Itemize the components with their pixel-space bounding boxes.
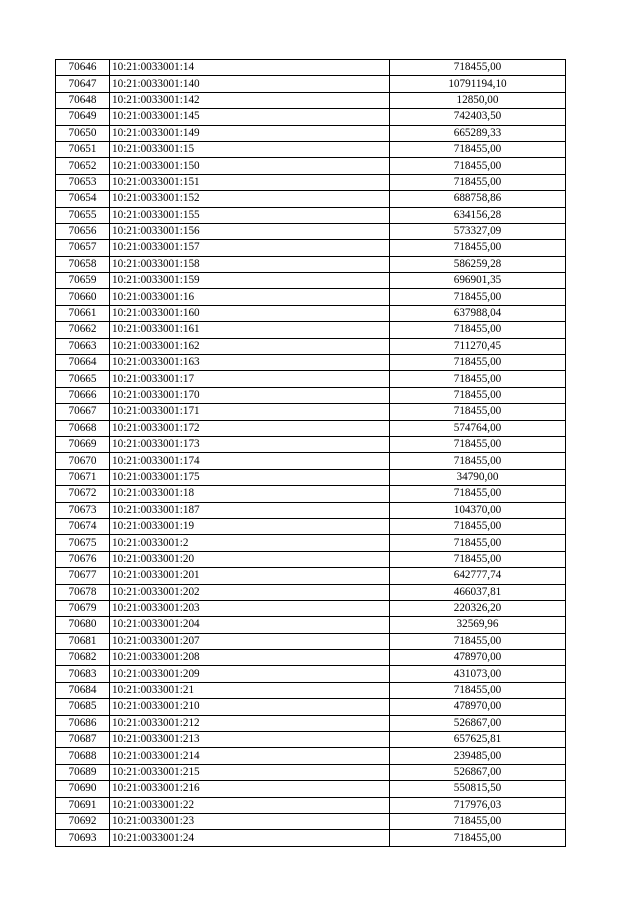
cadastral-number-cell: 10:21:0033001:151: [110, 174, 390, 190]
row-number-cell: 70665: [56, 371, 110, 387]
cadastral-number-cell: 10:21:0033001:140: [110, 76, 390, 92]
row-number-cell: 70652: [56, 158, 110, 174]
cadastral-value-cell: 742403,50: [390, 109, 566, 125]
table-row: [56, 813, 566, 829]
cadastral-number-cell: 10:21:0033001:14: [110, 60, 390, 76]
row-number-cell: 70673: [56, 502, 110, 518]
table-row: [56, 420, 566, 436]
row-number-cell: 70689: [56, 764, 110, 780]
cadastral-value-cell: 718455,00: [390, 682, 566, 698]
cadastral-value-cell: 718455,00: [390, 633, 566, 649]
cadastral-value-cell: 573327,09: [390, 223, 566, 239]
table-row: [56, 436, 566, 452]
table-body: [56, 60, 566, 847]
cadastral-number-cell: 10:21:0033001:171: [110, 404, 390, 420]
cadastral-value-cell: 550815,50: [390, 781, 566, 797]
document-page: [55, 59, 566, 847]
cadastral-value-cell: 717976,03: [390, 797, 566, 813]
cadastral-number-cell: 10:21:0033001:215: [110, 764, 390, 780]
row-number-cell: 70691: [56, 797, 110, 813]
table-row: [56, 666, 566, 682]
row-number-cell: 70666: [56, 387, 110, 403]
cadastral-value-cell: 718455,00: [390, 486, 566, 502]
cadastral-number-cell: 10:21:0033001:149: [110, 125, 390, 141]
table-row: [56, 256, 566, 272]
cadastral-number-cell: 10:21:0033001:208: [110, 650, 390, 666]
cadastral-value-cell: 718455,00: [390, 436, 566, 452]
cadastral-value-cell: 574764,00: [390, 420, 566, 436]
table-row: [56, 682, 566, 698]
cadastral-value-cell: 718455,00: [390, 289, 566, 305]
row-number-cell: 70670: [56, 453, 110, 469]
table-row: [56, 207, 566, 223]
row-number-cell: 70648: [56, 92, 110, 108]
cadastral-value-cell: 718455,00: [390, 551, 566, 567]
row-number-cell: 70686: [56, 715, 110, 731]
row-number-cell: 70684: [56, 682, 110, 698]
cadastral-number-cell: 10:21:0033001:162: [110, 338, 390, 354]
cadastral-number-cell: 10:21:0033001:201: [110, 568, 390, 584]
row-number-cell: 70680: [56, 617, 110, 633]
table-row: [56, 568, 566, 584]
cadastral-value-cell: 634156,28: [390, 207, 566, 223]
row-number-cell: 70681: [56, 633, 110, 649]
cadastral-number-cell: 10:21:0033001:213: [110, 732, 390, 748]
cadastral-number-cell: 10:21:0033001:160: [110, 305, 390, 321]
cadastral-number-cell: 10:21:0033001:172: [110, 420, 390, 436]
table-row: [56, 715, 566, 731]
cadastral-value-cell: 718455,00: [390, 240, 566, 256]
cadastral-value-cell: 718455,00: [390, 322, 566, 338]
cadastral-value-cell: 657625,81: [390, 732, 566, 748]
cadastral-value-cell: 718455,00: [390, 174, 566, 190]
table-row: [56, 338, 566, 354]
cadastral-value-cell: 10791194,10: [390, 76, 566, 92]
row-number-cell: 70668: [56, 420, 110, 436]
cadastral-number-cell: 10:21:0033001:209: [110, 666, 390, 682]
cadastral-number-cell: 10:21:0033001:210: [110, 699, 390, 715]
cadastral-number-cell: 10:21:0033001:159: [110, 273, 390, 289]
table-row: [56, 289, 566, 305]
row-number-cell: 70678: [56, 584, 110, 600]
cadastral-number-cell: 10:21:0033001:21: [110, 682, 390, 698]
table-row: [56, 650, 566, 666]
table-row: [56, 305, 566, 321]
cadastral-value-cell: 665289,33: [390, 125, 566, 141]
row-number-cell: 70667: [56, 404, 110, 420]
table-row: [56, 600, 566, 616]
cadastral-value-cell: 586259,28: [390, 256, 566, 272]
cadastral-number-cell: 10:21:0033001:174: [110, 453, 390, 469]
table-row: [56, 92, 566, 108]
row-number-cell: 70669: [56, 436, 110, 452]
cadastral-value-cell: 478970,00: [390, 650, 566, 666]
cadastral-value-cell: 711270,45: [390, 338, 566, 354]
cadastral-value-cell: 32569,96: [390, 617, 566, 633]
cadastral-value-cell: 478970,00: [390, 699, 566, 715]
table-row: [56, 584, 566, 600]
table-row: [56, 404, 566, 420]
table-row: [56, 502, 566, 518]
table-row: [56, 486, 566, 502]
cadastral-number-cell: 10:21:0033001:175: [110, 469, 390, 485]
row-number-cell: 70656: [56, 223, 110, 239]
table-row: [56, 273, 566, 289]
cadastral-value-cell: 12850,00: [390, 92, 566, 108]
cadastral-number-cell: 10:21:0033001:22: [110, 797, 390, 813]
row-number-cell: 70690: [56, 781, 110, 797]
cadastral-value-cell: 718455,00: [390, 453, 566, 469]
cadastral-value-cell: 718455,00: [390, 387, 566, 403]
table-row: [56, 60, 566, 76]
cadastral-value-cell: 718455,00: [390, 371, 566, 387]
row-number-cell: 70657: [56, 240, 110, 256]
table-row: [56, 453, 566, 469]
row-number-cell: 70654: [56, 191, 110, 207]
cadastral-value-cell: 696901,35: [390, 273, 566, 289]
row-number-cell: 70683: [56, 666, 110, 682]
cadastral-value-cell: 718455,00: [390, 535, 566, 551]
table-row: [56, 76, 566, 92]
cadastral-number-cell: 10:21:0033001:157: [110, 240, 390, 256]
table-row: [56, 518, 566, 534]
row-number-cell: 70677: [56, 568, 110, 584]
cadastral-number-cell: 10:21:0033001:16: [110, 289, 390, 305]
cadastral-number-cell: 10:21:0033001:163: [110, 355, 390, 371]
cadastral-value-cell: 637988,04: [390, 305, 566, 321]
cadastral-value-cell: 688758,86: [390, 191, 566, 207]
table-row: [56, 781, 566, 797]
cadastral-value-cell: 718455,00: [390, 830, 566, 846]
row-number-cell: 70687: [56, 732, 110, 748]
table-row: [56, 830, 566, 846]
cadastral-value-cell: 718455,00: [390, 813, 566, 829]
row-number-cell: 70650: [56, 125, 110, 141]
table-row: [56, 551, 566, 567]
cadastral-value-cell: 718455,00: [390, 60, 566, 76]
cadastral-number-cell: 10:21:0033001:150: [110, 158, 390, 174]
table-row: [56, 748, 566, 764]
cadastral-number-cell: 10:21:0033001:155: [110, 207, 390, 223]
cadastral-value-cell: 104370,00: [390, 502, 566, 518]
cadastral-number-cell: 10:21:0033001:173: [110, 436, 390, 452]
row-number-cell: 70647: [56, 76, 110, 92]
cadastral-value-cell: 718455,00: [390, 404, 566, 420]
cadastral-number-cell: 10:21:0033001:202: [110, 584, 390, 600]
cadastral-value-table: [55, 59, 566, 847]
row-number-cell: 70692: [56, 813, 110, 829]
table-row: [56, 158, 566, 174]
table-row: [56, 191, 566, 207]
row-number-cell: 70676: [56, 551, 110, 567]
table-row: [56, 732, 566, 748]
table-row: [56, 617, 566, 633]
table-row: [56, 223, 566, 239]
cadastral-number-cell: 10:21:0033001:156: [110, 223, 390, 239]
row-number-cell: 70662: [56, 322, 110, 338]
cadastral-value-cell: 239485,00: [390, 748, 566, 764]
cadastral-value-cell: 718455,00: [390, 355, 566, 371]
table-row: [56, 535, 566, 551]
row-number-cell: 70674: [56, 518, 110, 534]
cadastral-value-cell: 34790,00: [390, 469, 566, 485]
row-number-cell: 70685: [56, 699, 110, 715]
cadastral-value-cell: 642777,74: [390, 568, 566, 584]
row-number-cell: 70688: [56, 748, 110, 764]
row-number-cell: 70649: [56, 109, 110, 125]
table-row: [56, 764, 566, 780]
table-row: [56, 371, 566, 387]
cadastral-number-cell: 10:21:0033001:204: [110, 617, 390, 633]
cadastral-number-cell: 10:21:0033001:17: [110, 371, 390, 387]
cadastral-number-cell: 10:21:0033001:2: [110, 535, 390, 551]
cadastral-number-cell: 10:21:0033001:158: [110, 256, 390, 272]
row-number-cell: 70661: [56, 305, 110, 321]
cadastral-value-cell: 718455,00: [390, 158, 566, 174]
cadastral-value-cell: 431073,00: [390, 666, 566, 682]
cadastral-number-cell: 10:21:0033001:216: [110, 781, 390, 797]
cadastral-number-cell: 10:21:0033001:24: [110, 830, 390, 846]
row-number-cell: 70693: [56, 830, 110, 846]
row-number-cell: 70659: [56, 273, 110, 289]
cadastral-number-cell: 10:21:0033001:23: [110, 813, 390, 829]
cadastral-number-cell: 10:21:0033001:212: [110, 715, 390, 731]
table-row: [56, 633, 566, 649]
table-row: [56, 322, 566, 338]
row-number-cell: 70655: [56, 207, 110, 223]
table-row: [56, 174, 566, 190]
row-number-cell: 70653: [56, 174, 110, 190]
row-number-cell: 70651: [56, 141, 110, 157]
cadastral-value-cell: 466037,81: [390, 584, 566, 600]
cadastral-number-cell: 10:21:0033001:145: [110, 109, 390, 125]
row-number-cell: 70682: [56, 650, 110, 666]
cadastral-number-cell: 10:21:0033001:18: [110, 486, 390, 502]
table-row: [56, 797, 566, 813]
cadastral-number-cell: 10:21:0033001:170: [110, 387, 390, 403]
row-number-cell: 70679: [56, 600, 110, 616]
cadastral-value-cell: 718455,00: [390, 141, 566, 157]
table-row: [56, 699, 566, 715]
cadastral-number-cell: 10:21:0033001:203: [110, 600, 390, 616]
row-number-cell: 70675: [56, 535, 110, 551]
cadastral-number-cell: 10:21:0033001:207: [110, 633, 390, 649]
table-row: [56, 355, 566, 371]
row-number-cell: 70660: [56, 289, 110, 305]
row-number-cell: 70646: [56, 60, 110, 76]
row-number-cell: 70663: [56, 338, 110, 354]
table-row: [56, 469, 566, 485]
cadastral-number-cell: 10:21:0033001:161: [110, 322, 390, 338]
table-row: [56, 141, 566, 157]
table-row: [56, 240, 566, 256]
table-row: [56, 125, 566, 141]
row-number-cell: 70664: [56, 355, 110, 371]
cadastral-number-cell: 10:21:0033001:15: [110, 141, 390, 157]
row-number-cell: 70658: [56, 256, 110, 272]
cadastral-value-cell: 526867,00: [390, 764, 566, 780]
cadastral-value-cell: 526867,00: [390, 715, 566, 731]
table-row: [56, 387, 566, 403]
cadastral-number-cell: 10:21:0033001:152: [110, 191, 390, 207]
cadastral-number-cell: 10:21:0033001:142: [110, 92, 390, 108]
cadastral-number-cell: 10:21:0033001:214: [110, 748, 390, 764]
cadastral-number-cell: 10:21:0033001:187: [110, 502, 390, 518]
row-number-cell: 70671: [56, 469, 110, 485]
row-number-cell: 70672: [56, 486, 110, 502]
cadastral-value-cell: 718455,00: [390, 518, 566, 534]
cadastral-number-cell: 10:21:0033001:19: [110, 518, 390, 534]
cadastral-number-cell: 10:21:0033001:20: [110, 551, 390, 567]
table-row: [56, 109, 566, 125]
cadastral-value-cell: 220326,20: [390, 600, 566, 616]
